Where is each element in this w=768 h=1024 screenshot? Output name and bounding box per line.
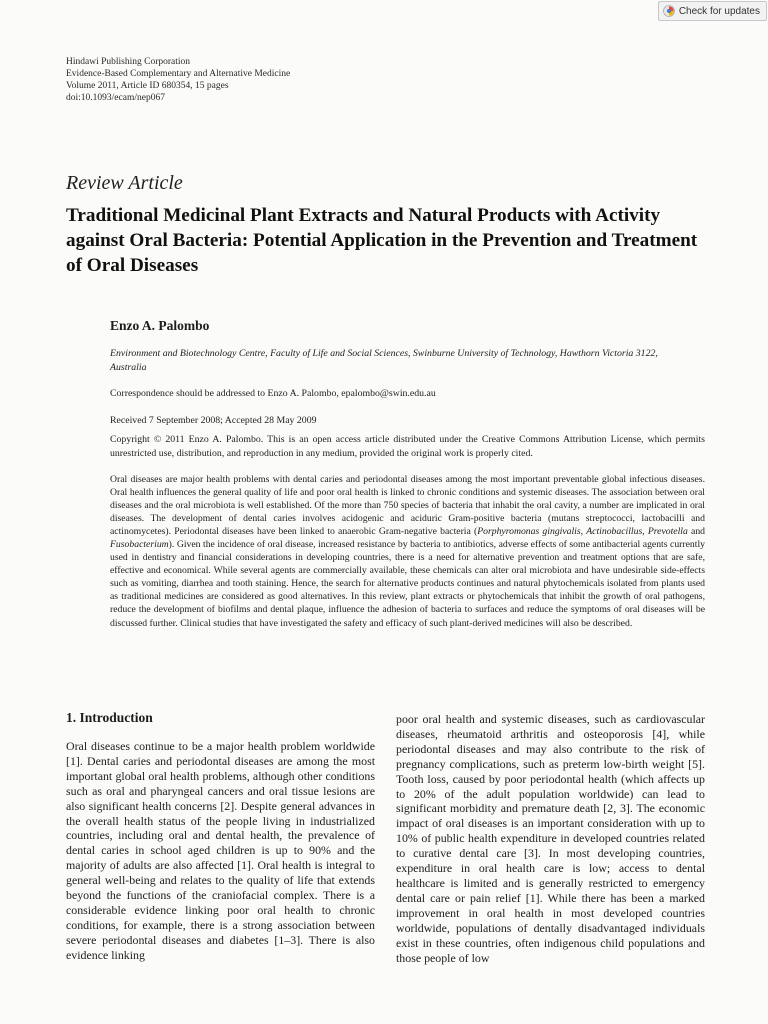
section-heading-introduction: 1. Introduction [66, 710, 153, 725]
abstract [110, 473, 705, 630]
article-type: Review Article [66, 172, 183, 194]
species-porphyromonas: Porphyromonas gingivalis [477, 526, 581, 538]
correspondence-text: Correspondence should be addressed to Enzo A. Palombo, [110, 388, 342, 399]
check-for-updates-button[interactable] [658, 1, 767, 21]
received-dates: Received 7 September 2008; Accepted 28 May 2009 [110, 415, 317, 426]
check-for-updates-label: Check for updates [678, 5, 760, 17]
abstract-text [110, 473, 705, 630]
species-fusobacterium: Fusobacterium [110, 539, 169, 551]
author-name: Enzo A. Palombo [110, 318, 210, 333]
author-affiliation: Environment and Biotechnology Centre, Faculty of Life and Social Sciences, Swinburne University of Technology, Hawthorn Victoria 3122, Australia [110, 348, 658, 373]
journal-meta [66, 56, 290, 104]
article-title: Traditional Medicinal Plant Extracts and Natural Products with Activity against Oral Bacteria: Potential Application in the Prevention and Treatment of Oral Diseases [66, 205, 698, 276]
publisher: Hindawi Publishing Corporation [66, 57, 191, 67]
abstract-part-2: ). Given the incidence of oral disease, increased resistance by bacteria to antibiotics, adverse effects of some antibacterial agents currently used in dentistry and financial considerations in developing countries, there is a need for alternative prevention and treatment options that are safe, effective and economical. While several agents are commercially available, these chemicals can alter oral microbiota and have undesirable side-effects such as vomiting, diarrhea and tooth staining. Hence, the search for alternative products continues and natural phytochemicals isolated from plants used as traditional medicines are considered as good alternatives. In this review, plant extracts or phytochemicals that inhibit the growth of oral pathogens, reduce the development of biofilms and dental plaque, influence the adhesion of bacteria to surfaces and reduce the symptoms of oral diseases will be discussed further. Clinical studies that have investigated the safety and efficacy of such plant-derived medicines will also be described. [110, 539, 705, 629]
correspondence-email-link[interactable]: epalombo@swin.edu.au [341, 388, 436, 399]
intro-paragraph-right: poor oral health and systemic diseases, such as cardiovascular diseases, rheumatoid arthritis and osteoporosis [4], while periodontal diseases and may also contribute to the risk of pregnancy complications, such as preterm low-birth weight [5]. Tooth loss, caused by poor periodontal health (which affects up to 20% of the adult population worldwide) can lead to significant morbidity and premature death [2, 3]. The economic impact of oral diseases is an important consideration with up to 10% of public health expenditure in developed countries related to curative dental care [3]. In most developing countries, expenditure in oral health care is low; access to dental healthcare is limited and is generally restricted to emergency dental care or pain relief [1]. While there has been a marked improvement in oral health in most developed countries worldwide, populations of dentally disadvantaged individuals exist in these countries, often indigenous child populations and those people of low [396, 712, 705, 965]
abstract-separator: , [642, 526, 648, 538]
body-column-left [66, 710, 375, 963]
journal-name: Evidence-Based Complementary and Alternative Medicine [66, 69, 291, 79]
abstract-separator: and [687, 526, 706, 538]
abstract-part-1: Oral diseases are major health problems with dental caries and periodontal diseases among the most important preventable global infectious diseases. Oral health influences the general quality of life and poor oral health is linked to chronic conditions and systemic diseases. The association between oral diseases and the oral microbiota is well established. Of the more than 750 species of bacteria that inhabit the oral cavity, a number are implicated in oral diseases. The development of dental caries involves acidogenic and aciduric Gram-positive bacteria (mutans streptococci, lactobacilli and actinomycetes). Periodontal diseases have been linked to anaerobic Gram-negative bacteria ( [110, 474, 705, 538]
abstract-separator: , [580, 526, 587, 538]
body-column-right [396, 712, 705, 965]
correspondence [110, 388, 436, 399]
intro-paragraph-left: Oral diseases continue to be a major health problem worldwide [1]. Dental caries and periodontal diseases are among the most important global oral health problems, although other conditions such as oral and pharyngeal cancers and oral tissue lesions are also significant health concerns [2]. Despite general advances in the overall health status of the people living in industrialized countries, including oral and dental health, the prevalence of dental caries in school aged children is up to 90% and the majority of adults are also affected [1]. Oral health is integral to general well-being and relates to the quality of life that extends beyond the functions of the craniofacial complex. There is a considerable evidence linking poor oral health to chronic conditions, for example, there is a strong association between severe periodontal diseases and diabetes [1–3]. There is also evidence linking [66, 739, 375, 962]
copyright-notice: Copyright © 2011 Enzo A. Palombo. This is an open access article distributed under the Creative Commons Attribution License, which permits unrestricted use, distribution, and reproduction in any medium, provided the original work is properly cited. [110, 434, 705, 459]
check-for-updates-icon [663, 5, 675, 17]
species-actinobacillus: Actinobacillus [586, 526, 643, 538]
species-prevotella: Prevotella [647, 526, 688, 538]
volume-info: Volume 2011, Article ID 680354, 15 pages [66, 81, 229, 91]
doi: doi:10.1093/ecam/nep067 [66, 93, 165, 103]
